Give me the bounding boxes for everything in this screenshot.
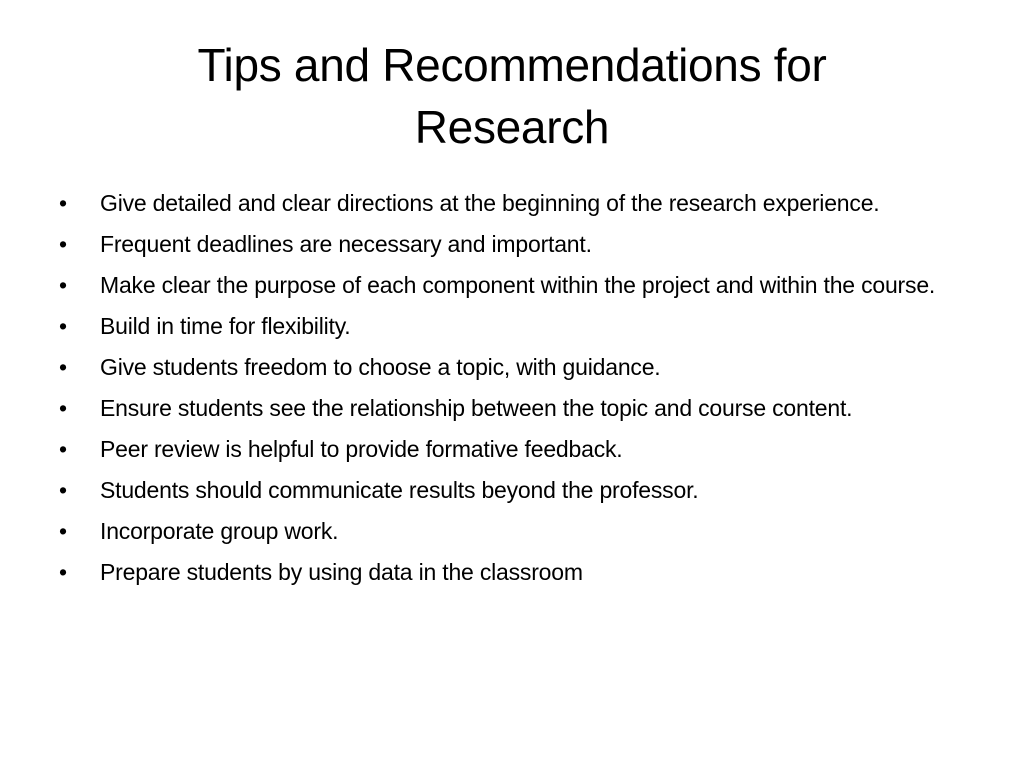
bullet-item	[55, 268, 970, 302]
bullet-list	[55, 186, 970, 596]
bullet-dot-icon: •	[59, 313, 67, 339]
bullet-text: Give students freedom to choose a topic, with guidance.	[100, 354, 661, 380]
bullet-dot-icon: •	[59, 436, 67, 462]
slide-title: Tips and Recommendations for Research	[197, 39, 827, 153]
bullet-text: Make clear the purpose of each component within the project and within the course.	[100, 272, 936, 298]
bullet-item	[55, 432, 970, 466]
bullet-item	[55, 473, 970, 507]
bullet-text: Prepare students by using data in the classroom	[100, 559, 583, 585]
bullet-dot-icon: •	[59, 477, 67, 503]
bullet-text: Ensure students see the relationship between the topic and course content.	[100, 395, 853, 421]
bullet-text: Students should communicate results beyond the professor.	[100, 477, 699, 503]
bullet-text: Frequent deadlines are necessary and important.	[100, 231, 592, 257]
bullet-item	[55, 350, 970, 384]
bullet-item	[55, 555, 970, 589]
bullet-dot-icon: •	[59, 518, 67, 544]
bullet-dot-icon: •	[59, 559, 67, 585]
bullet-item	[55, 227, 970, 261]
bullet-text: Peer review is helpful to provide formative feedback.	[100, 436, 623, 462]
bullet-text: Incorporate group work.	[100, 518, 339, 544]
bullet-text: Give detailed and clear directions at the beginning of the research experience.	[100, 190, 880, 216]
bullet-dot-icon: •	[59, 354, 67, 380]
bullet-item	[55, 514, 970, 548]
bullet-dot-icon: •	[59, 272, 67, 298]
bullet-dot-icon: •	[59, 395, 67, 421]
bullet-item	[55, 309, 970, 343]
bullet-item	[55, 391, 970, 425]
bullet-item	[55, 186, 970, 220]
bullet-dot-icon: •	[59, 190, 67, 216]
bullet-text: Build in time for flexibility.	[100, 313, 351, 339]
bullet-dot-icon: •	[59, 231, 67, 257]
